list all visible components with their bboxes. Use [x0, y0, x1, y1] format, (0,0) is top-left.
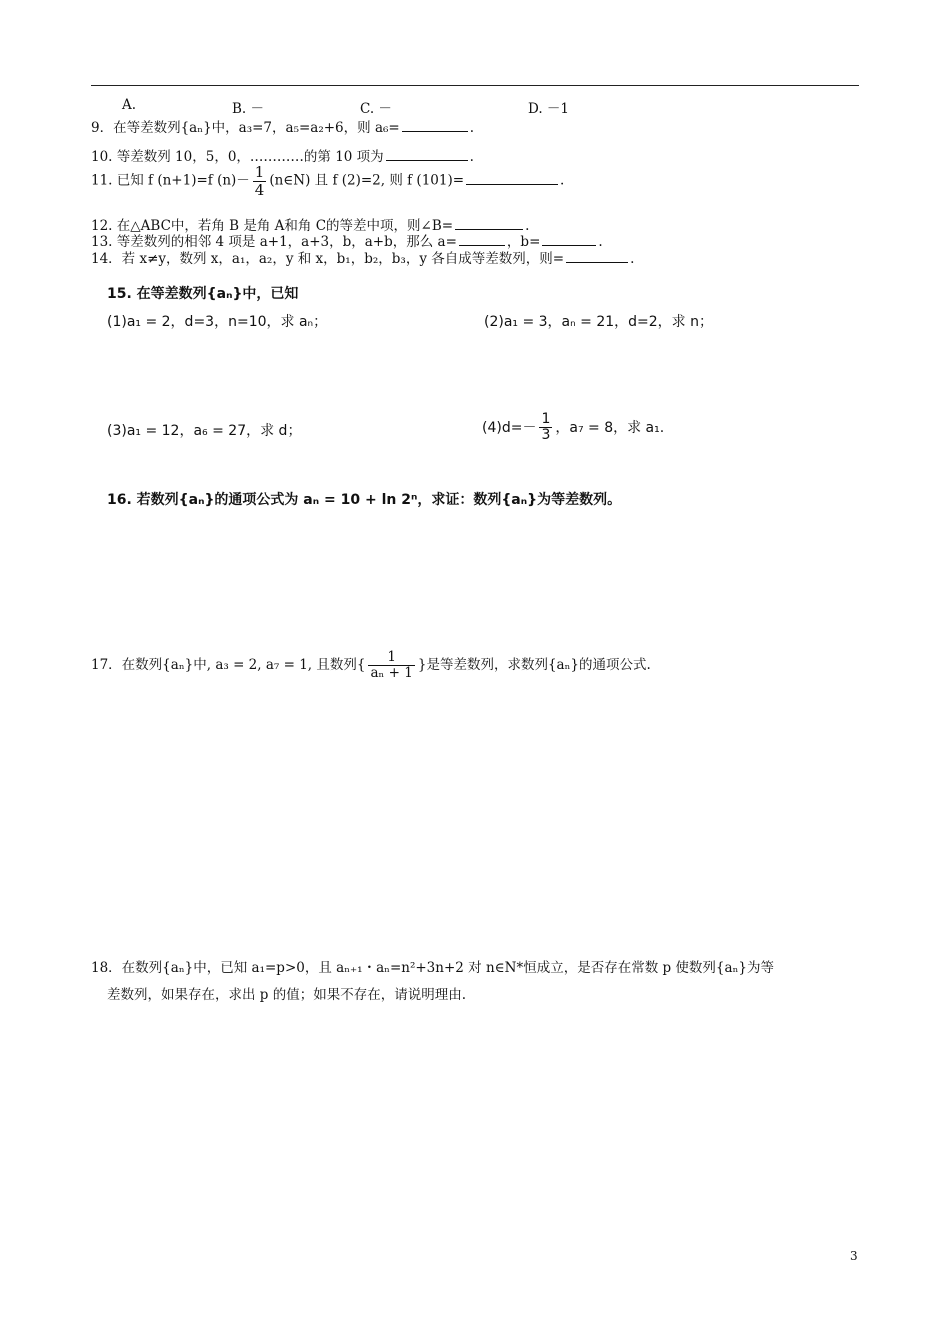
fraction-numerator: 1 [541, 411, 551, 427]
fraction-numerator: 1 [254, 163, 265, 181]
page-number: 3 [850, 1249, 858, 1263]
answer-blank[interactable] [466, 172, 558, 185]
question-11-text: 11. 已知 f (n+1)=f (n)－ [91, 172, 250, 189]
question-17-end: }是等差数列，求数列{aₙ}的通项公式. [417, 656, 651, 673]
question-10 [91, 145, 474, 165]
question-17 [91, 650, 651, 681]
fraction [539, 412, 552, 444]
question-14 [91, 247, 634, 267]
fraction-denominator: aₙ + 1 [370, 664, 413, 681]
choice-b: B. － [232, 101, 265, 117]
fraction [368, 650, 414, 681]
question-17-text: 17．在数列{aₙ}中, a₃ = 2, a₇ = 1, 且数列{ [91, 656, 366, 673]
question-18-line-2: 差数列，如果存在，求出 p 的值；如果不存在，请说明理由. [107, 987, 467, 1003]
question-11-mid: (n∈N) 且 f (2)=2, 则 f (101)= [269, 172, 465, 189]
question-14-end: . [630, 251, 635, 267]
question-14-text: 14．若 x≠y，数列 x，a₁，a₂，y 和 x，b₁，b₂，b₃，y 各自成等差数列，则= [91, 251, 565, 267]
question-10-end: . [469, 149, 474, 165]
question-15-title: 15. 在等差数列{aₙ}中，已知 [107, 286, 299, 302]
question-15-part-3: (3)a₁ = 12，a₆ = 27，求 d； [107, 423, 302, 439]
answer-blank[interactable] [455, 217, 523, 230]
question-16: 16. 若数列{aₙ}的通项公式为 aₙ = 10 + ln 2ⁿ，求证：数列{aₙ}为等差数列。 [107, 492, 622, 508]
fraction-denominator: 3 [541, 427, 551, 444]
question-15-part-4-end: ，a₇ = 8，求 a₁. [555, 419, 665, 436]
question-9-text: 9．在等差数列{aₙ}中，a₃=7，a₅=a₂+6，则 a₆= [91, 120, 400, 136]
answer-blank[interactable] [402, 119, 468, 132]
question-9 [91, 116, 474, 136]
question-15-part-4 [482, 412, 664, 444]
question-10-text: 10. 等差数列 10，5，0，…………的第 10 项为 [91, 149, 384, 165]
choice-c: C. － [360, 101, 392, 117]
top-rule [91, 85, 859, 86]
question-18-line-1: 18．在数列{aₙ}中，已知 a₁=p>0，且 aₙ₊₁・aₙ=n²+3n+2 对 n∈N*恒成立，是否存在常数 p 使数列{aₙ}为等 [91, 960, 774, 976]
question-12-text: 12. 在△ABC中，若角 B 是角 A和角 C的等差中项，则∠B= [91, 218, 454, 234]
question-13-text: 13. 等差数列的相邻 4 项是 a+1，a+3，b，a+b，那么 a= [91, 234, 457, 250]
choice-d: D. －1 [528, 101, 570, 117]
answer-blank[interactable] [542, 233, 596, 246]
answer-blank[interactable] [386, 148, 468, 161]
question-11-end: . [560, 172, 565, 189]
fraction-numerator: 1 [368, 650, 414, 666]
question-9-end: . [469, 120, 475, 136]
answer-blank[interactable] [459, 233, 505, 246]
fraction [253, 164, 267, 198]
question-15-part-1: (1)a₁ = 2，d=3，n=10，求 aₙ； [107, 314, 328, 330]
question-15-part-2: (2)a₁ = 3，aₙ = 21，d=2，求 n； [484, 314, 714, 330]
question-13-end: . [598, 234, 603, 250]
question-12-end: . [525, 218, 530, 234]
choice-a: A. [122, 97, 137, 113]
question-15-part-4-text: (4)d=－ [482, 419, 537, 436]
question-11 [91, 164, 564, 198]
fraction-denominator: 4 [254, 180, 265, 199]
answer-blank[interactable] [566, 250, 628, 263]
question-13-mid: ，b= [506, 234, 541, 250]
